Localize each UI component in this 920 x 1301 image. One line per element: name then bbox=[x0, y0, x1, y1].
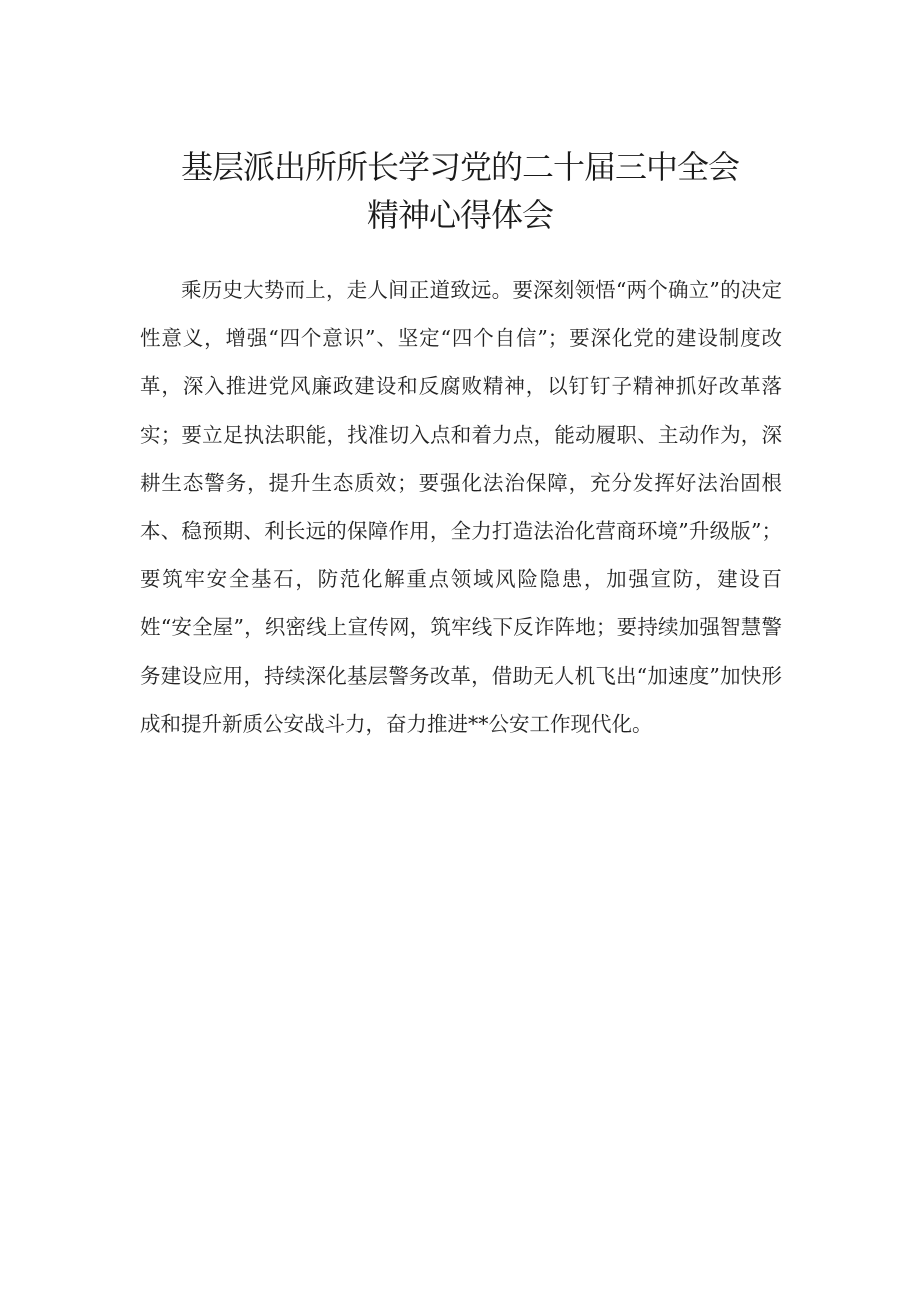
title-line-1: 基层派出所所长学习党的二十届三中全会 bbox=[180, 148, 739, 186]
document-title bbox=[0, 143, 920, 239]
title-line-2: 精神心得体会 bbox=[366, 196, 553, 234]
body-paragraph: 乘历史大势而上，走人间正道致远。要深刻领悟“两个确立”的决定性意义，增强“四个意识”、坚定“四个自信”；要深化党的建设制度改革，深入推进党风廉政建设和反腐败精神，以钉钉子精神抓好改革落实；要立足执法职能，找准切入点和着力点，能动履职、主动作为，深耕生态警务，提升生态质效；要强化法治保障，充分发挥好法治固根本、稳预期、利长远的保障作用，全力打造法治化营商环境”升级版”；要筑牢安全基石，防范化解重点领域风险隐患，加强宣防，建设百姓“安全屋”，织密线上宣传网，筑牢线下反诈阵地；要持续加强智慧警务建设应用，持续深化基层警务改革，借助无人机飞出“加速度”加快形成和提升新质公安战斗力，奋力推进**公安工作现代化。 bbox=[140, 278, 782, 736]
